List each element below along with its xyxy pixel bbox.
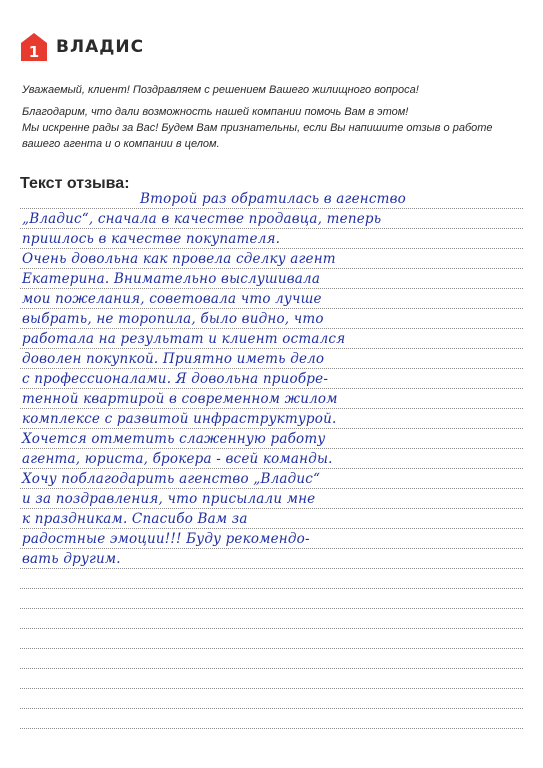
review-line: комплексе с развитой инфраструктурой. — [22, 411, 337, 427]
ruled-line — [20, 668, 523, 669]
review-line: работала на результат и клиент остался — [22, 331, 346, 347]
review-line: пришлось в качестве покупателя. — [22, 231, 281, 247]
greeting-line: Уважаемый, клиент! Поздравляем с решением Вашего жилищного вопроса! — [22, 84, 419, 96]
ruled-line — [20, 648, 523, 649]
review-line: доволен покупкой. Приятно иметь дело — [22, 351, 325, 367]
ruled-line — [20, 568, 523, 569]
ruled-line — [20, 588, 523, 589]
review-line: мои пожелания, советовала что лучше — [22, 291, 322, 307]
review-line: агента, юриста, брокера - всей команды. — [22, 451, 333, 467]
ruled-line — [20, 688, 523, 689]
ruled-line — [20, 328, 523, 329]
request-line: Мы искренне рады за Вас! Будем Вам признательны, если Вы напишите отзыв о работе — [22, 122, 493, 134]
ruled-line — [20, 308, 523, 309]
ruled-line — [20, 348, 523, 349]
intro-text — [22, 82, 522, 152]
ruled-line — [20, 468, 523, 469]
ruled-line — [20, 428, 523, 429]
review-line: к праздникам. Спасибо Вам за — [22, 511, 248, 527]
review-line: и за поздравления, что присылали мне — [22, 491, 316, 507]
request-line-cont: вашего агента и о компании в целом. — [22, 138, 220, 150]
ruled-line — [20, 548, 523, 549]
ruled-line — [20, 488, 523, 489]
thanks-line: Благодарим, что дали возможность нашей компании помочь Вам в этом! — [22, 106, 409, 118]
house-logo-icon — [20, 32, 48, 62]
ruled-line — [20, 608, 523, 609]
brand-name: ВЛАДИС — [56, 37, 145, 57]
review-line: с профессионалами. Я довольна приобре- — [22, 371, 329, 387]
review-line: выбрать, не торопила, было видно, что — [22, 311, 324, 327]
ruled-line — [20, 288, 523, 289]
review-line: вать другим. — [22, 551, 121, 567]
ruled-line — [20, 728, 523, 729]
review-line: Екатерина. Внимательно выслушивала — [22, 271, 321, 287]
ruled-line — [20, 388, 523, 389]
review-line: радостные эмоции!!! Буду рекомендо- — [22, 531, 310, 547]
review-sheet — [20, 184, 523, 744]
review-line: Хочу поблагодарить агенство „Владис“ — [22, 471, 321, 487]
review-line: Хочется отметить слаженную работу — [22, 431, 326, 447]
logo-digit: 1 — [28, 43, 40, 61]
review-line: тенной квартирой в современном жилом — [22, 391, 338, 407]
ruled-line — [20, 228, 523, 229]
review-line: „Владис“, сначала в качестве продавца, теперь — [22, 211, 382, 227]
ruled-line — [20, 708, 523, 709]
review-line: Второй раз обратилась в агенство — [140, 191, 406, 207]
ruled-line — [20, 528, 523, 529]
review-title: Текст отзыва: — [20, 175, 130, 192]
ruled-line — [20, 508, 523, 509]
ruled-line — [20, 408, 523, 409]
ruled-line — [20, 448, 523, 449]
ruled-line — [20, 268, 523, 269]
ruled-line — [20, 208, 523, 209]
header — [20, 32, 144, 62]
ruled-line — [20, 248, 523, 249]
ruled-line — [20, 368, 523, 369]
ruled-line — [20, 628, 523, 629]
review-line: Очень довольна как провела сделку агент — [22, 251, 336, 267]
